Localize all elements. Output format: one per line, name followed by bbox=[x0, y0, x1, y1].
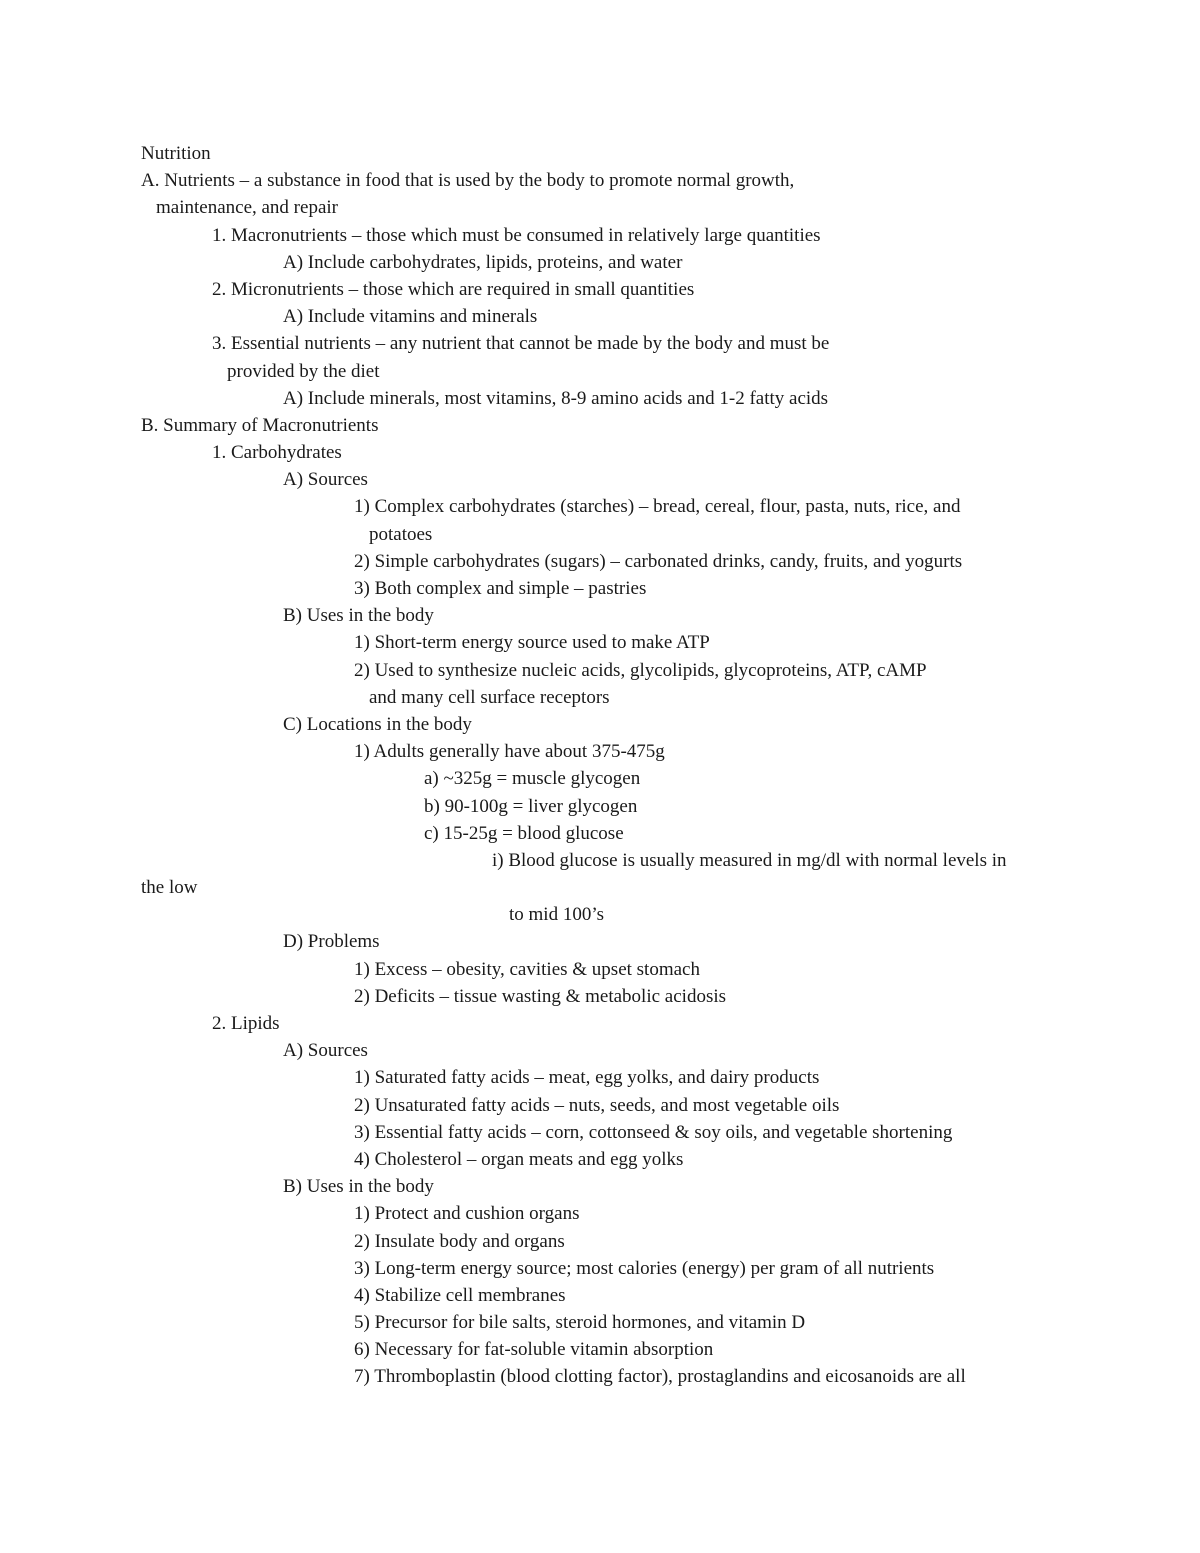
outline-line: 3. Essential nutrients – any nutrient that cannot be made by the body and must be bbox=[212, 333, 830, 355]
outline-line: 3) Long-term energy source; most calories (energy) per gram of all nutrients bbox=[354, 1257, 935, 1279]
outline-line: 2. Micronutrients – those which are required in small quantities bbox=[212, 278, 695, 300]
outline-line: 2) Used to synthesize nucleic acids, glycolipids, glycoproteins, ATP, cAMP bbox=[354, 659, 927, 681]
outline-line: A) Include carbohydrates, lipids, proteins, and water bbox=[283, 251, 683, 273]
outline-line: and many cell surface receptors bbox=[369, 686, 610, 708]
outline-line: 7) Thromboplastin (blood clotting factor), prostaglandins and eicosanoids are all bbox=[354, 1366, 966, 1388]
outline-line: 2) Simple carbohydrates (sugars) – carbonated drinks, candy, fruits, and yogurts bbox=[354, 550, 963, 572]
outline-line: 1) Adults generally have about 375-475g bbox=[354, 741, 665, 763]
outline-line: 2. Lipids bbox=[212, 1013, 280, 1034]
outline-line: B. Summary of Macronutrients bbox=[141, 414, 379, 436]
outline-line: provided by the diet bbox=[227, 360, 380, 382]
outline-line: 4) Cholesterol – organ meats and egg yolks bbox=[354, 1148, 684, 1170]
outline-line: c) 15-25g = blood glucose bbox=[424, 822, 624, 844]
outline-line: potatoes bbox=[369, 523, 433, 545]
outline-line: 1. Macronutrients – those which must be consumed in relatively large quantities bbox=[212, 224, 821, 246]
outline-line: A) Include minerals, most vitamins, 8-9 amino acids and 1-2 fatty acids bbox=[283, 387, 829, 409]
outline-line: 1) Protect and cushion organs bbox=[354, 1203, 580, 1225]
outline-line: 2) Deficits – tissue wasting & metabolic acidosis bbox=[354, 985, 727, 1007]
outline-line: b) 90-100g = liver glycogen bbox=[424, 795, 638, 817]
outline-line: 6) Necessary for fat-soluble vitamin absorption bbox=[354, 1339, 714, 1361]
outline-line: i) Blood glucose is usually measured in mg/dl with normal levels in bbox=[492, 849, 1007, 871]
outline-line: 3) Essential fatty acids – corn, cottonseed & soy oils, and vegetable shortening bbox=[354, 1121, 953, 1143]
outline-line: 1. Carbohydrates bbox=[212, 442, 342, 464]
outline-line: A) Sources bbox=[283, 469, 368, 491]
outline-line: B) Uses in the body bbox=[283, 605, 434, 627]
outline-line: A) Include vitamins and minerals bbox=[283, 306, 538, 328]
outline-line: 1) Complex carbohydrates (starches) – bread, cereal, flour, pasta, nuts, rice, and bbox=[354, 496, 961, 518]
outline-line: B) Uses in the body bbox=[283, 1176, 434, 1198]
outline-line: C) Locations in the body bbox=[283, 713, 472, 735]
document-body bbox=[141, 140, 1101, 1391]
outline-line: to mid 100’s bbox=[509, 904, 605, 926]
outline-line: 1) Excess – obesity, cavities & upset stomach bbox=[354, 958, 700, 980]
outline-line: 5) Precursor for bile salts, steroid hormones, and vitamin D bbox=[354, 1312, 806, 1334]
outline-line: A) Sources bbox=[283, 1040, 368, 1062]
outline-line: 3) Both complex and simple – pastries bbox=[354, 578, 647, 599]
outline-line: 1) Short-term energy source used to make ATP bbox=[354, 632, 710, 654]
outline-line: maintenance, and repair bbox=[156, 197, 338, 219]
outline-line: the low bbox=[141, 877, 198, 899]
outline-line: 4) Stabilize cell membranes bbox=[354, 1284, 566, 1306]
outline-line: a) ~325g = muscle glycogen bbox=[424, 768, 641, 790]
outline-line: 2) Unsaturated fatty acids – nuts, seeds, and most vegetable oils bbox=[354, 1094, 840, 1116]
outline-line: 2) Insulate body and organs bbox=[354, 1230, 565, 1252]
outline-line: A. Nutrients – a substance in food that is used by the body to promote normal growth, bbox=[141, 170, 795, 192]
outline-line: D) Problems bbox=[283, 931, 380, 953]
doc-title: Nutrition bbox=[141, 143, 211, 164]
outline-line: 1) Saturated fatty acids – meat, egg yolks, and dairy products bbox=[354, 1067, 820, 1089]
